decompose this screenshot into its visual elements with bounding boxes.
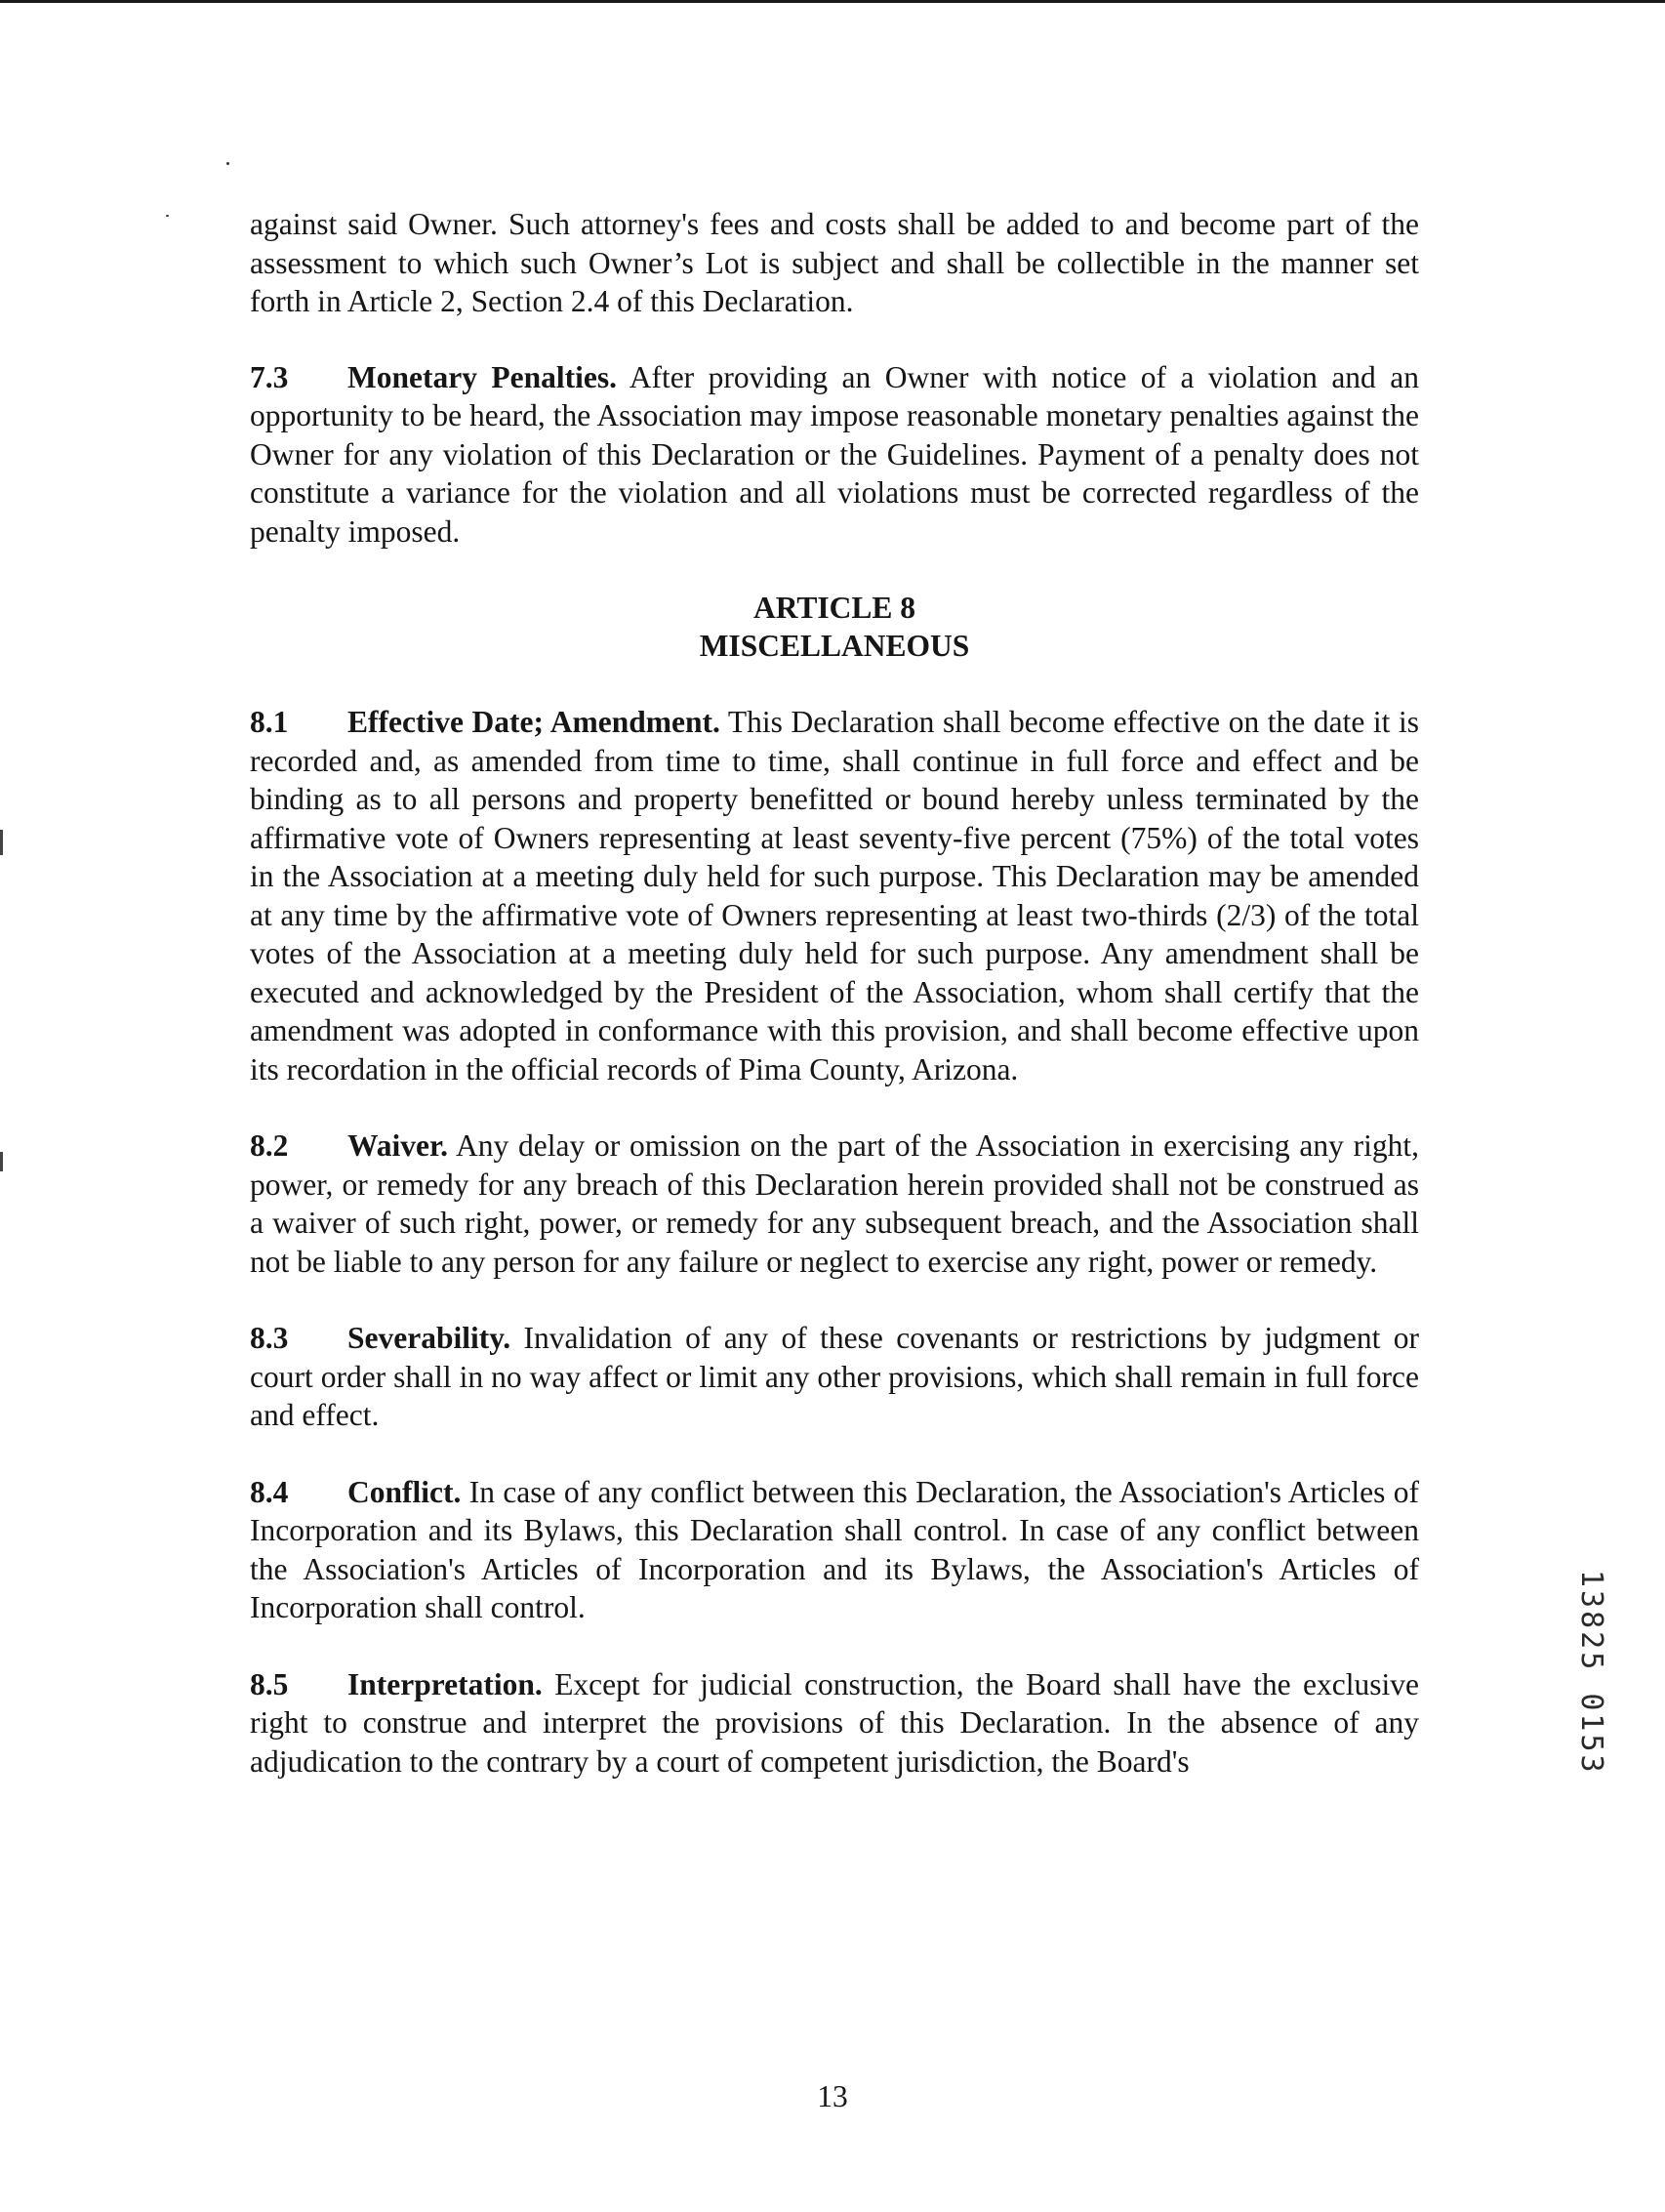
- section-text: In case of any conflict between this Declaration, the Association's Articles of Incorporation and its Bylaws, this Declaration shall control. In case of any conflict between the Association's Articles of Incorporation and its Bylaws, the Association's Articles of Incorporation shall control.: [250, 1474, 1419, 1624]
- section-8-5: [250, 1665, 1419, 1782]
- section-title: Waiver.: [347, 1128, 448, 1163]
- page-number: 13: [817, 2079, 848, 2113]
- scan-speck: [226, 162, 229, 165]
- section-8-4: [250, 1473, 1419, 1627]
- scan-edge-mark: [0, 830, 3, 855]
- section-8-3: [250, 1319, 1419, 1435]
- section-number: 8.5: [250, 1666, 289, 1701]
- section-number: 7.3: [250, 359, 289, 394]
- article-number: ARTICLE 8: [752, 591, 916, 625]
- section-text: After providing an Owner with notice of a violation and an opportunity to be heard, the Association may impose reasonable monetary penalties against the Owner for any violation of this Declaration or the Guidelines. Payment of a penalty does not constitute a variance for the violation and all violations must be corrected regardless of the penalty imposed.: [250, 359, 1419, 549]
- section-title: Effective Date; Amendment.: [347, 705, 720, 739]
- section-text: Invalidation of any of these covenants or restrictions by judgment or court order shall in no way affect or limit any other provisions, which shall remain in full force and effect.: [250, 1321, 1419, 1432]
- section-title: Monetary Penalties.: [347, 359, 617, 394]
- section-title: Interpretation.: [347, 1666, 543, 1701]
- section-text: Except for judicial construction, the Board shall have the exclusive right to construe and interpret the provisions of this Declaration. In the absence of any adjudication to the contrary by a court of competent jurisdiction, the Board's: [250, 1666, 1419, 1779]
- section-8-1: [250, 703, 1419, 1088]
- section-number: 8.2: [250, 1128, 289, 1163]
- section-text: This Declaration shall become effective on the date it is recorded and, as amended from time to time, shall continue in full force and effect and be binding as to all persons and property benefitted or bound hereby unless terminated by the affirmative vote of Owners representing at least seventy-five percent (75%) of the total votes in the Association at a meeting duly held for such purpose. This Declaration may be amended at any time by the affirmative vote of Owners representing at least two-thirds (2/3) of the total votes of the Association at a meeting duly held for such purpose. Any amendment shall be executed and acknowledged by the President of the Association, whom shall certify that the amendment was adopted in conformance with this provision, and shall become effective upon its recordation in the official records of Pima County, Arizona.: [250, 705, 1419, 1086]
- scan-edge-mark: [0, 1152, 3, 1171]
- article-heading: [250, 589, 1419, 665]
- section-8-2: [250, 1126, 1419, 1281]
- section-7-3: [250, 358, 1419, 552]
- section-title: Severability.: [347, 1321, 511, 1355]
- section-title: Conflict.: [347, 1474, 462, 1509]
- recording-stamp: 13825 0153: [1574, 1570, 1608, 1776]
- continuation-paragraph: against said Owner. Such attorney's fees and costs shall be added to and become part of the assessment to which such Owner’s Lot is subject and shall be collectible in the manner set forth in Article 2, Section 2.4 of this Declaration.: [250, 207, 1419, 318]
- article-title: MISCELLANEOUS: [699, 629, 970, 663]
- section-number: 8.1: [250, 705, 289, 739]
- scan-speck: [166, 215, 169, 217]
- scan-top-border: [0, 0, 1665, 3]
- document-body: [250, 205, 1419, 1819]
- section-number: 8.3: [250, 1321, 289, 1355]
- section-text: Any delay or omission on the part of the Association in exercising any right, power, or remedy for any breach of this Declaration herein provided shall not be construed as a waiver of such right, power, or remedy for any subsequent breach, and the Association shall not be liable to any person for any failure or neglect to exercise any right, power or remedy.: [250, 1128, 1419, 1279]
- section-number: 8.4: [250, 1474, 289, 1509]
